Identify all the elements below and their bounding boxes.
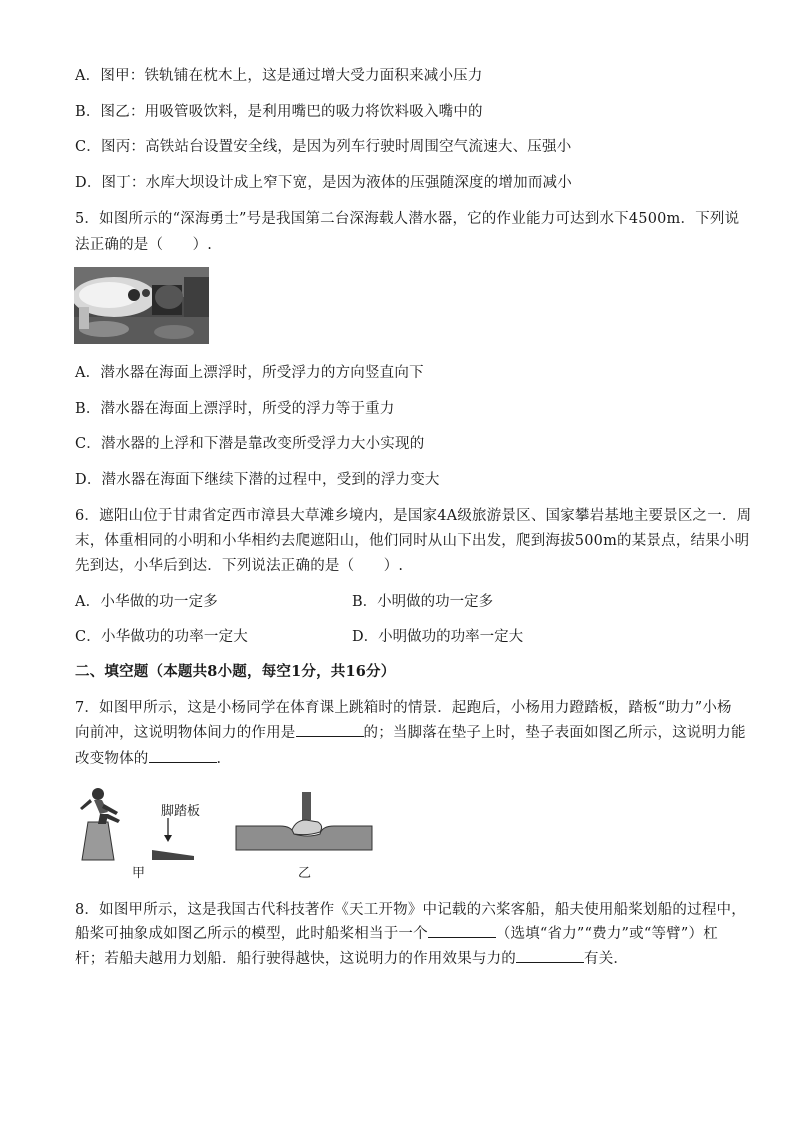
q4-option-d: D．图丁：水库大坝设计成上窄下宽，是因为液体的压强随深度的增加而减小 bbox=[75, 175, 572, 191]
q5-stem-line1: 5．如图所示的“深海勇士”号是我国第二台深海载人潜水器，它的作业能力可达到水下4500m．下列说 bbox=[75, 211, 740, 227]
q5-option-a: A．潜水器在海面上漂浮时，所受浮力的方向竖直向下 bbox=[75, 365, 424, 381]
q7-text-c: 改变物体的 bbox=[75, 751, 149, 767]
q5-option-c: C．潜水器的上浮和下潜是靠改变所受浮力大小实现的 bbox=[75, 436, 425, 452]
q6-stem-line3: 先到达，小华后到达．下列说法正确的是（ ）. bbox=[75, 558, 404, 574]
q4-option-c: C．图丙：高铁站台设置安全线，是因为列车行驶时周围空气流速大、压强小 bbox=[75, 139, 572, 155]
q8-text-c: 杆；若船夫越用力划船．船行驶得越快，这说明力的作用效果与力的 bbox=[75, 951, 516, 967]
q5-stem-line2: 法正确的是（ ）. bbox=[75, 237, 213, 253]
q7-blank-1[interactable] bbox=[296, 724, 364, 737]
q8-line2 bbox=[75, 922, 718, 943]
q8-text-b: （选填“省力”“费力”或“等臂”）杠 bbox=[495, 926, 718, 942]
q6-stem-line1: 6．遮阳山位于甘肃省定西市漳县大草滩乡境内，是国家4A级旅游景区、国家攀岩基地主要景区之一．周 bbox=[75, 508, 752, 524]
q6-stem-line2: 末，体重相同的小明和小华相约去爬遮阳山，他们同时从山下出发，爬到海拔500m的某景点，结果小明 bbox=[75, 533, 750, 549]
q7-text-b: 的；当脚落在垫子上时，垫子表面如图乙所示，这说明力能 bbox=[363, 725, 746, 741]
q7-blank-2[interactable] bbox=[149, 750, 217, 763]
q7-line1: 7．如图甲所示，这是小杨同学在体育课上跳箱时的情景．起跑后，小杨用力蹬踏板，踏板“助力”小杨 bbox=[75, 700, 732, 716]
q4-option-b: B．图乙：用吸管吸饮料，是利用嘴巴的吸力将饮料吸入嘴中的 bbox=[75, 104, 483, 120]
q8-line1: 8．如图甲所示，这是我国古代科技著作《天工开物》中记载的六桨客船，船夫使用船桨划船的过程中， bbox=[75, 902, 746, 918]
q8-blank-2[interactable] bbox=[516, 950, 584, 963]
q6-option-d: D．小明做功的功率一定大 bbox=[352, 629, 524, 645]
q6-option-c: C．小华做功的功率一定大 bbox=[75, 629, 248, 645]
mat-figure bbox=[234, 790, 374, 852]
springboard-label: 脚踏板 bbox=[161, 804, 201, 819]
q7-text-a: 向前冲，这说明物体间力的作用是 bbox=[75, 725, 296, 741]
q4-option-a: A．图甲：铁轨铺在枕木上，这是通过增大受力面积来减小压力 bbox=[75, 68, 483, 84]
q5-option-b: B．潜水器在海面上漂浮时，所受的浮力等于重力 bbox=[75, 401, 395, 417]
springboard-figure bbox=[150, 818, 210, 863]
figure-jia-label: 甲 bbox=[132, 866, 146, 881]
q6-option-a: A．小华做的功一定多 bbox=[75, 594, 218, 610]
q8-text-a: 船桨可抽象成如图乙所示的模型，此时船桨相当于一个 bbox=[75, 926, 428, 942]
q7-text-d: ． bbox=[216, 751, 232, 767]
q5-option-d: D．潜水器在海面下继续下潜的过程中，受到的浮力变大 bbox=[75, 472, 440, 488]
q8-blank-1[interactable] bbox=[428, 925, 496, 938]
section-heading: 二、填空题（本题共8小题，每空1分，共16分） bbox=[75, 663, 396, 680]
q7-line2 bbox=[75, 721, 746, 742]
q7-line3 bbox=[75, 747, 231, 768]
q8-line3 bbox=[75, 947, 628, 968]
q6-option-b: B．小明做的功一定多 bbox=[352, 594, 494, 610]
figure-yi-label: 乙 bbox=[298, 866, 312, 881]
submersible-photo bbox=[74, 267, 209, 344]
q8-text-d: 有关． bbox=[584, 951, 629, 967]
